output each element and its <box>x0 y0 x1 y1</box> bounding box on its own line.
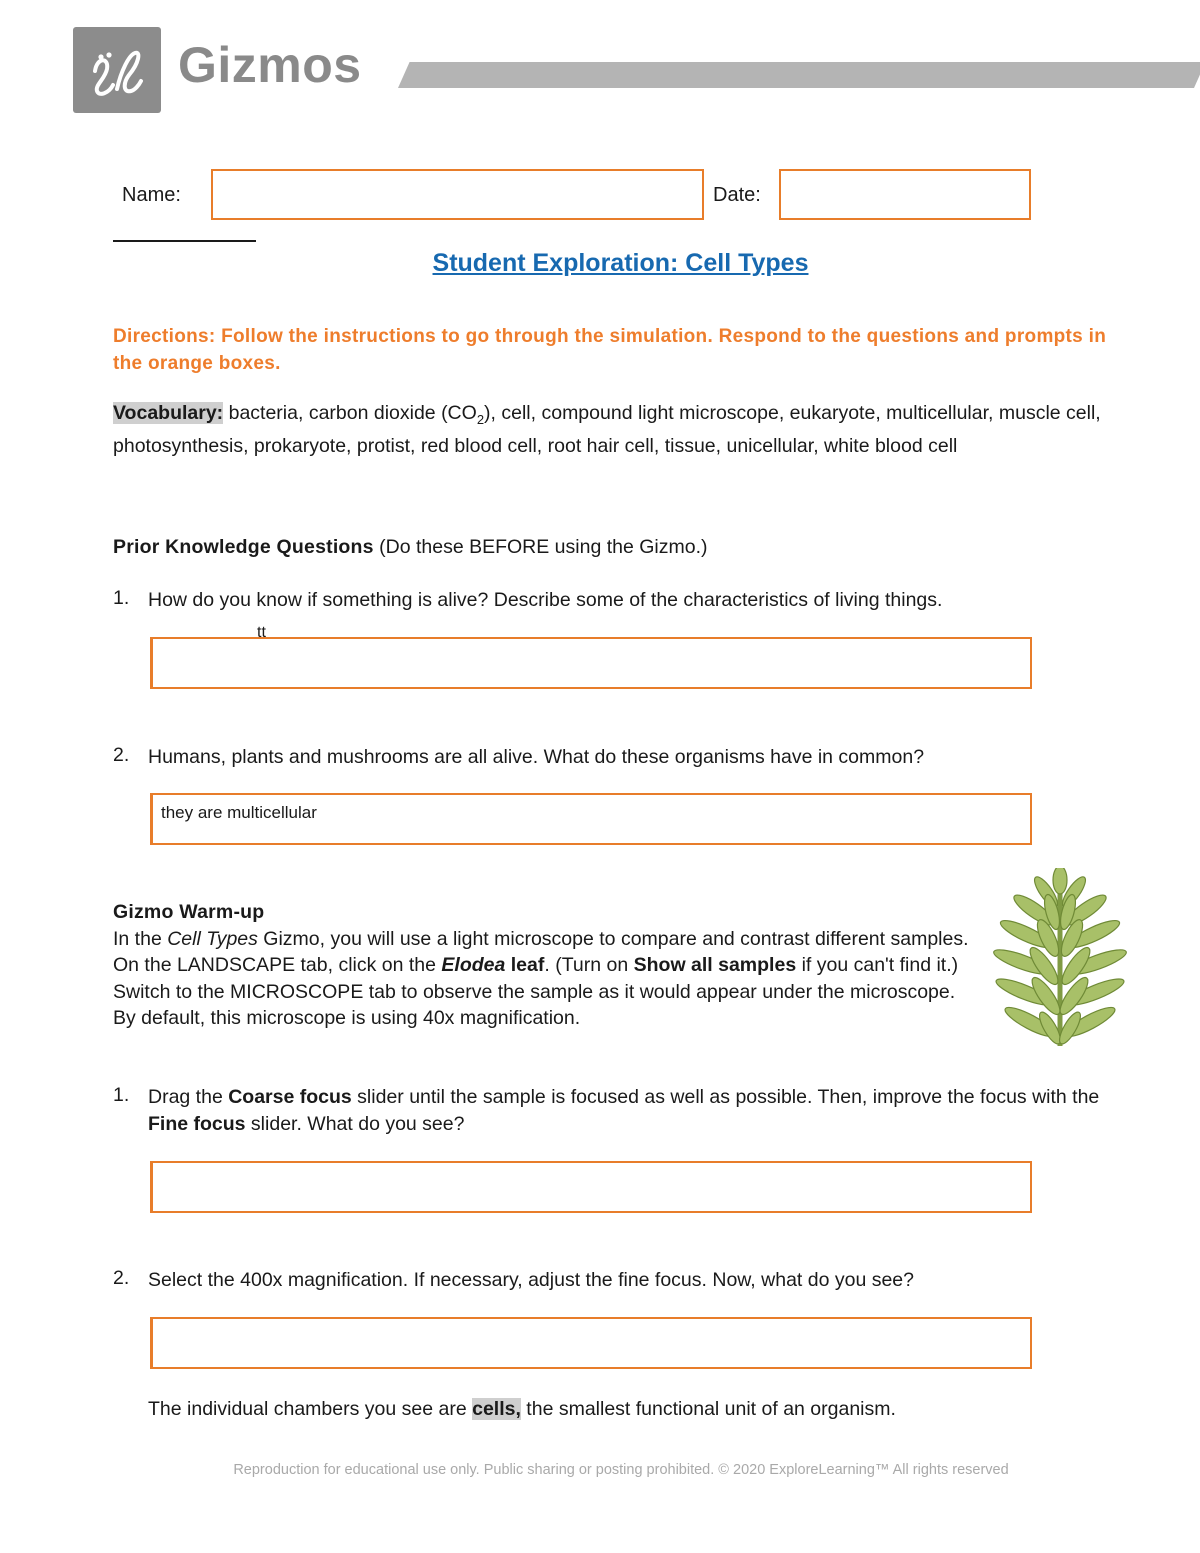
question-text: Humans, plants and mushrooms are all alive. What do these organisms have in common? <box>148 746 925 768</box>
warmup-heading: Gizmo Warm-up <box>113 901 265 923</box>
date-label: Date: <box>713 184 761 206</box>
answer-box[interactable] <box>150 1317 1032 1369</box>
closing-text: the smallest functional unit of an organism. <box>520 1398 896 1420</box>
warmup-text: In the <box>113 927 168 950</box>
elodea-term: Elodea <box>441 954 506 976</box>
answer-box[interactable]: they are multicellular <box>150 793 1032 845</box>
prior-knowledge-heading-line <box>113 534 1143 561</box>
question-text-part: Drag the <box>148 1086 229 1108</box>
logo-glyph-icon <box>73 27 161 113</box>
question-text: Select the 400x magnification. If necessary, adjust the fine focus. Now, what do you see? <box>148 1269 914 1291</box>
question-text-part: slider. What do you see? <box>245 1112 465 1135</box>
question-number: 2. <box>113 744 130 766</box>
explorelearning-logo <box>73 27 161 113</box>
fine-focus-term: Fine focus <box>148 1112 246 1135</box>
warmup-text: . (Turn on <box>544 954 634 976</box>
leaf-term: leaf <box>505 954 545 976</box>
vocabulary-text-a: bacteria, carbon dioxide (CO <box>223 402 477 424</box>
name-label: Name: <box>122 184 181 206</box>
date-field[interactable] <box>779 169 1031 220</box>
closing-text: The individual chambers you see are <box>148 1398 473 1420</box>
question-number: 2. <box>113 1267 130 1289</box>
question-number: 1. <box>113 1084 130 1106</box>
page-title: Student Exploration: Cell Types <box>432 249 809 277</box>
brand-name: Gizmos <box>178 37 362 93</box>
vocabulary-label: Vocabulary: <box>113 402 224 424</box>
prior-knowledge-note: (Do these BEFORE using the Gizmo.) <box>373 536 708 558</box>
vocabulary-paragraph <box>113 400 1143 460</box>
warmup-text: if you can't find it.) Switch to the MICROSCOPE tab to observe the sample as it would appear under the microscope. By default, this microscope is using 40x magnification. <box>113 954 959 1029</box>
show-all-term: Show all samples <box>633 954 797 976</box>
header-bar <box>398 62 1200 88</box>
prior-knowledge-heading: Prior Knowledge Questions <box>113 536 374 558</box>
elodea-plant-image <box>990 868 1130 1046</box>
answer-box[interactable] <box>150 637 1032 689</box>
warmup-text: Gizmo, you will use a light microscope to compare and contrast different samples. On the LANDSCAPE tab, click on the <box>113 927 969 976</box>
footer-copyright: Reproduction for educational use only. Public sharing or posting prohibited. © 2020 ExploreLearning™ All rights reserved <box>233 1462 1009 1478</box>
question-text <box>148 1084 1138 1137</box>
closing-statement <box>148 1396 1138 1423</box>
name-underline <box>113 240 256 242</box>
cells-term: cells, <box>472 1398 521 1420</box>
question-text: How do you know if something is alive? Describe some of the characteristics of living things. <box>148 589 943 611</box>
warmup-paragraph <box>113 926 973 1032</box>
stray-mark: tt <box>257 624 266 641</box>
gizmo-name: Cell Types <box>167 927 258 950</box>
warmup-section <box>113 899 973 1032</box>
directions-text: Directions: Follow the instructions to go through the simulation. Respond to the questions and prompts in the orange boxes. <box>113 326 1107 374</box>
coarse-focus-term: Coarse focus <box>228 1086 352 1108</box>
vocabulary-subscript: 2 <box>476 411 485 427</box>
name-field[interactable] <box>211 169 704 220</box>
vocabulary-text-b: ), cell, compound light microscope, eukaryote, multicellular, muscle cell, photosynthesis, prokaryote, protist, red blood cell, root hair cell, tissue, unicellular, white blood cell <box>113 402 1101 458</box>
question-number: 1. <box>113 587 130 609</box>
answer-box[interactable] <box>150 1161 1032 1213</box>
question-text-part: slider until the sample is focused as well as possible. Then, improve the focus with the <box>351 1086 1100 1108</box>
